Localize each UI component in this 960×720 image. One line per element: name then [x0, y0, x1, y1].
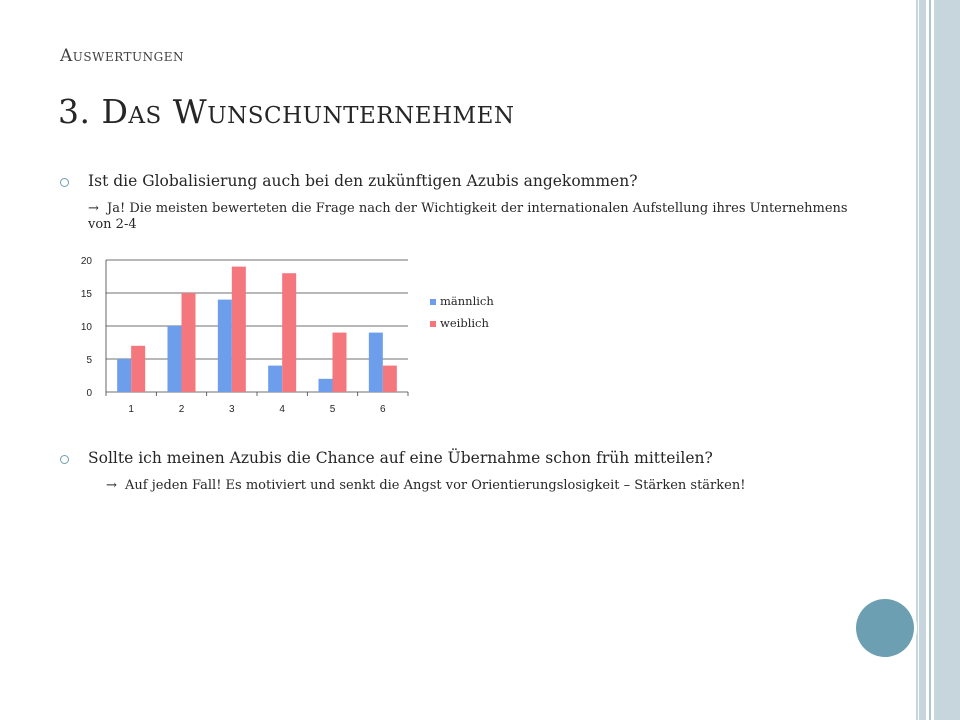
answer-1-text: Ja! Die meisten bewerteten die Frage nach der Wichtigkeit der internationalen Aufstellung ihres Unternehmens von 2-4	[88, 201, 848, 232]
arrow-right-icon: →	[106, 478, 117, 493]
answer-2	[106, 478, 745, 493]
arrow-right-icon: →	[88, 201, 99, 216]
x-tick-label: 5	[329, 404, 336, 415]
bar-weiblich	[383, 366, 397, 392]
y-tick-label: 5	[86, 355, 92, 366]
bar-maennlich	[218, 300, 232, 392]
answer-1	[88, 201, 848, 233]
bar-weiblich	[232, 267, 246, 392]
bullet-icon	[60, 455, 69, 464]
legend-label: weiblich	[440, 316, 489, 330]
slide-subtitle: Auswertungen	[60, 46, 184, 66]
slide-title: 3. Das Wunschunternehmen	[58, 92, 515, 131]
bar-weiblich	[333, 333, 347, 392]
bar-maennlich	[369, 333, 383, 392]
decorative-stripes	[916, 0, 960, 720]
decorative-border-line	[916, 0, 918, 720]
bar-chart	[60, 246, 520, 426]
bar-maennlich	[168, 326, 182, 392]
y-tick-label: 20	[80, 256, 92, 267]
bar-maennlich	[117, 359, 131, 392]
bar-weiblich	[282, 273, 296, 392]
legend-swatch	[430, 299, 436, 305]
decorative-circle	[856, 599, 914, 657]
x-tick-label: 4	[279, 404, 285, 415]
x-tick-label: 2	[178, 404, 185, 415]
bullet-icon	[60, 178, 69, 187]
legend-label: männlich	[440, 294, 494, 308]
x-tick-label: 3	[229, 404, 235, 415]
x-tick-label: 1	[128, 404, 134, 415]
x-tick-label: 6	[380, 404, 386, 415]
bar-maennlich	[319, 379, 333, 392]
legend-swatch	[430, 321, 436, 327]
bar-weiblich	[131, 346, 145, 392]
question-2: Sollte ich meinen Azubis die Chance auf eine Übernahme schon früh mitteilen?	[88, 449, 713, 467]
y-tick-label: 0	[86, 388, 92, 399]
y-tick-label: 15	[80, 289, 92, 300]
bar-weiblich	[182, 293, 196, 392]
answer-2-text: Auf jeden Fall! Es motiviert und senkt die Angst vor Orientierungslosigkeit – Stärken stärken!	[125, 478, 746, 493]
question-1: Ist die Globalisierung auch bei den zukünftigen Azubis angekommen?	[88, 172, 638, 190]
bar-maennlich	[268, 366, 282, 392]
y-tick-label: 10	[80, 322, 92, 333]
